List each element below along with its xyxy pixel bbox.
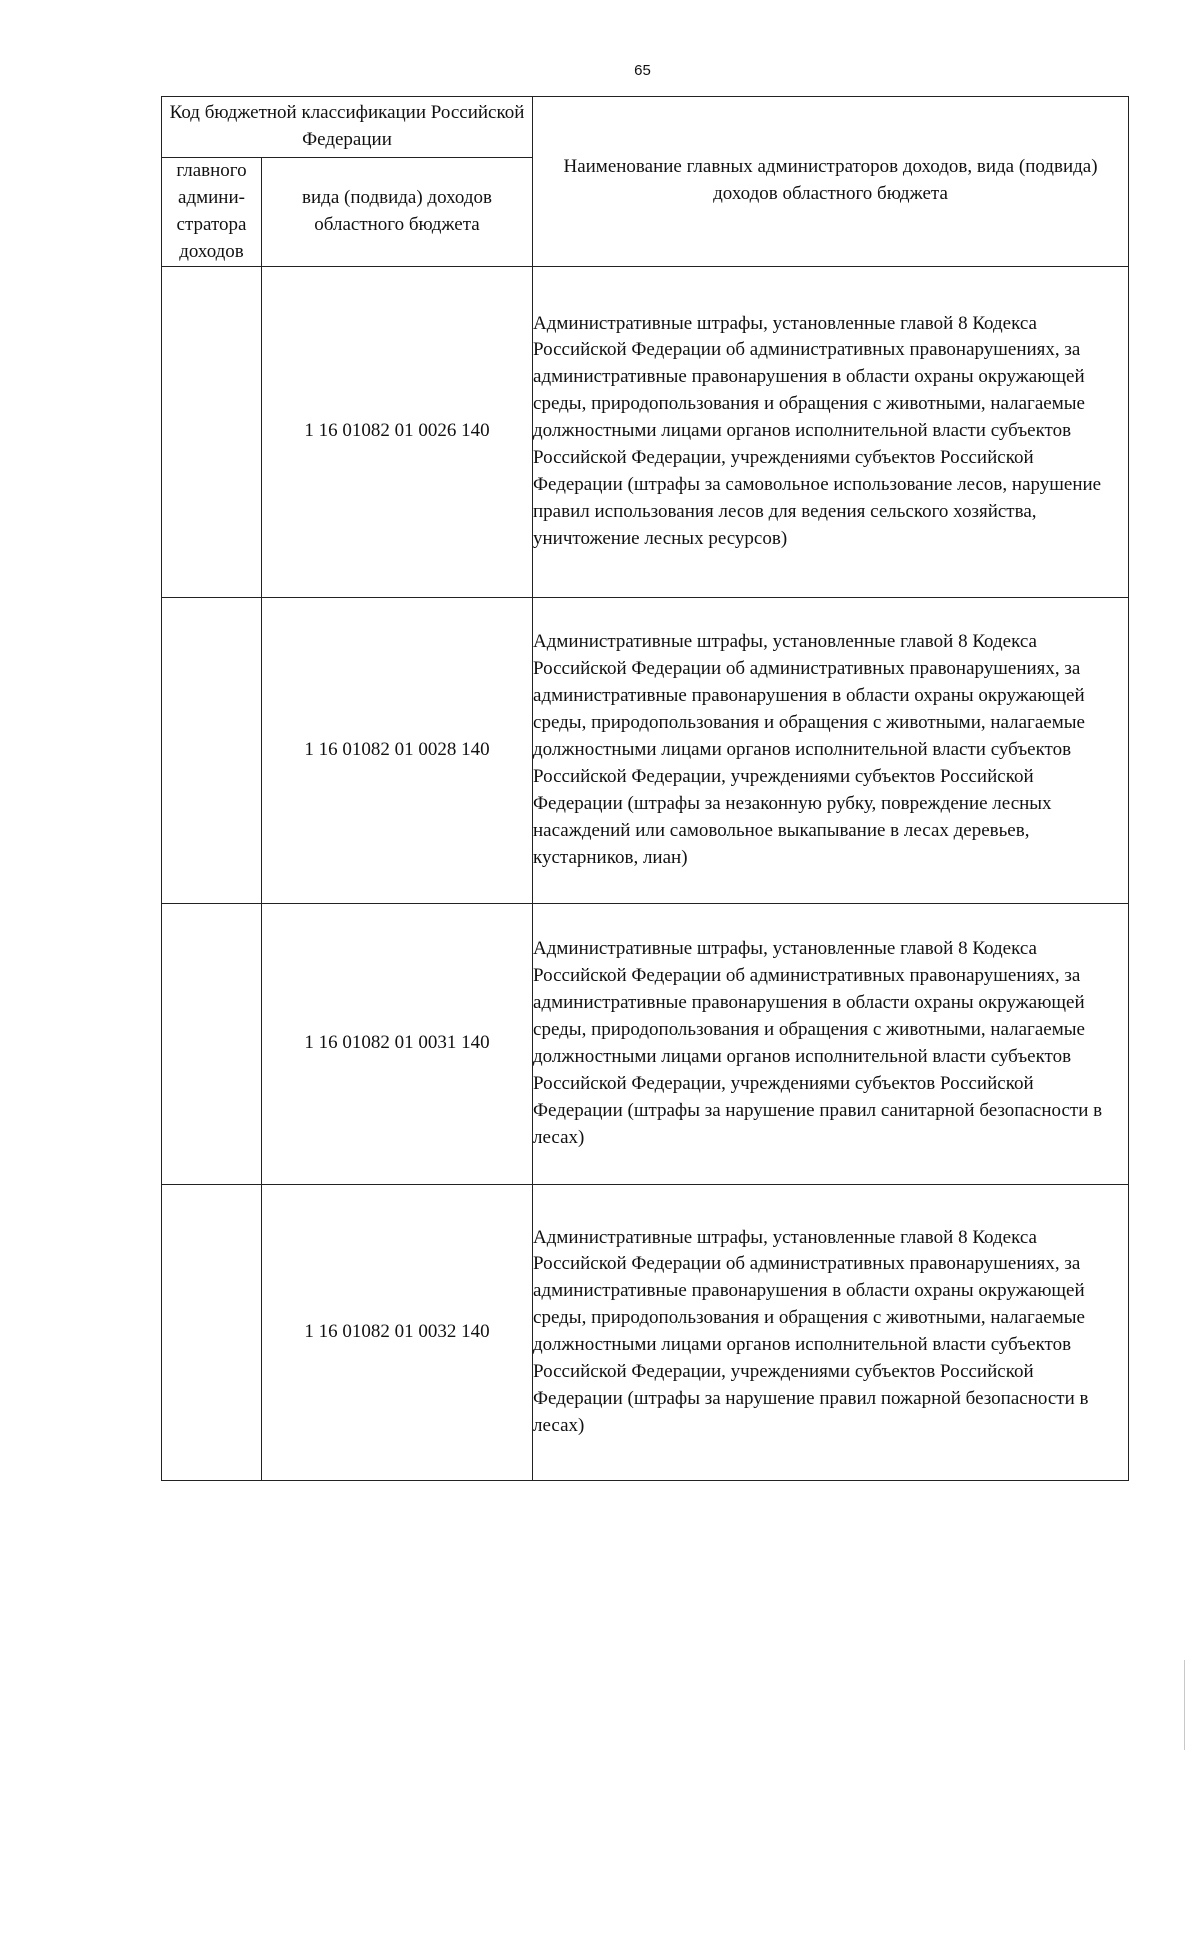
- income-code-cell: 1 16 01082 01 0031 140: [262, 903, 533, 1184]
- header-income-kind: вида (подвида) доходов областного бюджета: [262, 158, 533, 267]
- income-description-cell: Административные штрафы, установленные главой 8 Кодекса Российской Федерации об административных правонарушениях, за административные правонарушения в области охраны окружающей среды, природопользования и обращения с животными, налагаемые должностными лицами органов исполнительной власти субъектов Российской Федерации, учреждениями субъектов Российской Федерации (штрафы за нарушение правил санитарной безопасности в лесах): [533, 903, 1129, 1184]
- income-description-cell: Административные штрафы, установленные главой 8 Кодекса Российской Федерации об административных правонарушениях, за административные правонарушения в области охраны окружающей среды, природопользования и обращения с животными, налагаемые должностными лицами органов исполнительной власти субъектов Российской Федерации, учреждениями субъектов Российской Федерации (штрафы за самовольное использование лесов, нарушение правил использования лесов для ведения сельского хозяйства, уничтожение лесных ресурсов): [533, 266, 1129, 597]
- table-row: [162, 903, 1129, 1184]
- administrator-code-cell: [162, 266, 262, 597]
- table-row: [162, 1184, 1129, 1480]
- table-row: [162, 597, 1129, 903]
- administrator-code-cell: [162, 1184, 262, 1480]
- table-row: [162, 266, 1129, 597]
- administrator-code-cell: [162, 903, 262, 1184]
- income-code-cell: 1 16 01082 01 0032 140: [262, 1184, 533, 1480]
- page-number: 65: [634, 62, 651, 79]
- income-code-cell: 1 16 01082 01 0028 140: [262, 597, 533, 903]
- income-code-cell: 1 16 01082 01 0026 140: [262, 266, 533, 597]
- header-classification-code: Код бюджетной классификации Российской Федерации: [162, 97, 533, 158]
- table-header-row-1: [162, 97, 1129, 158]
- scan-margin-mark: [1184, 1660, 1185, 1750]
- administrator-code-cell: [162, 597, 262, 903]
- header-administrator-name: Наименование главных администраторов доходов, вида (подвида) доходов областного бюджета: [533, 97, 1129, 267]
- budget-classification-table: [161, 96, 1129, 1481]
- income-description-cell: Административные штрафы, установленные главой 8 Кодекса Российской Федерации об административных правонарушениях, за административные правонарушения в области охраны окружающей среды, природопользования и обращения с животными, налагаемые должностными лицами органов исполнительной власти субъектов Российской Федерации, учреждениями субъектов Российской Федерации (штрафы за незаконную рубку, повреждение лесных насаждений или самовольное выкапывание в лесах деревьев, кустарников, лиан): [533, 597, 1129, 903]
- header-chief-administrator: главного админи-стратора доходов: [162, 158, 262, 267]
- income-description-cell: Административные штрафы, установленные главой 8 Кодекса Российской Федерации об административных правонарушениях, за административные правонарушения в области охраны окружающей среды, природопользования и обращения с животными, налагаемые должностными лицами органов исполнительной власти субъектов Российской Федерации, учреждениями субъектов Российской Федерации (штрафы за нарушение правил пожарной безопасности в лесах): [533, 1184, 1129, 1480]
